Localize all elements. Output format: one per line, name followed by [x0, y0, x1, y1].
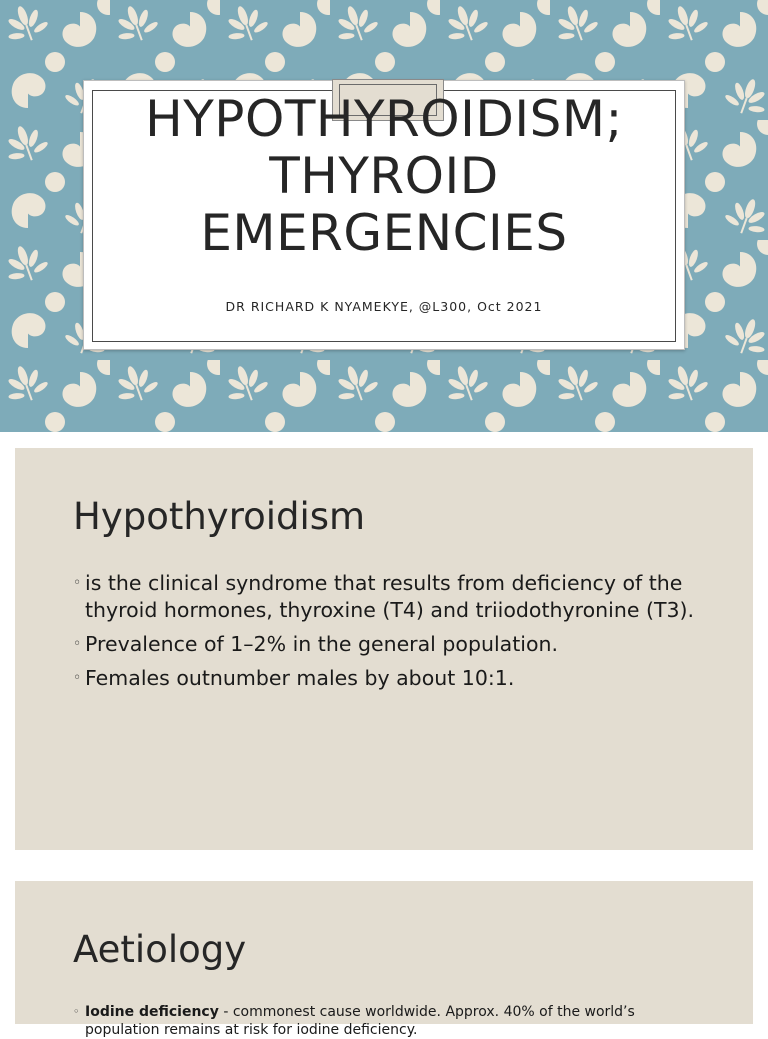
title-line-3: EMERGENCIES: [200, 204, 568, 262]
bullet-bold-term: Iodine deficiency: [85, 1004, 219, 1020]
title-slide: [0, 0, 768, 432]
title-card: [83, 80, 685, 350]
list-item: [73, 1003, 713, 1039]
bullet-icon: ◦: [73, 1005, 80, 1018]
bullet-text: Prevalence of 1–2% in the general population.: [85, 632, 558, 656]
bullet-icon: ◦: [73, 670, 82, 686]
slide-title: [84, 91, 684, 262]
bullet-icon: ◦: [73, 636, 82, 652]
slide-subtitle: DR RICHARD K NYAMEKYE, @L300, Oct 2021: [225, 299, 543, 314]
bullet-text: is the clinical syndrome that results from deficiency of the thyroid hormones, thyroxine (T4) and triiodothyronine (T3).: [85, 571, 695, 622]
slide-heading: Hypothyroidism: [73, 495, 366, 538]
title-line-2: THYROID: [269, 147, 499, 205]
bullet-text: - commonest cause worldwide. Approx. 40% of the world’s population remains at risk for iodine deficiency.: [85, 1004, 635, 1038]
list-item: [73, 631, 713, 658]
bullet-list: [73, 1003, 713, 1039]
list-item: [73, 665, 713, 692]
title-line-1: HYPOTHYROIDISM;: [145, 90, 623, 148]
slide-heading: Aetiology: [73, 928, 247, 971]
bullet-list: [73, 570, 713, 699]
bullet-icon: ◦: [73, 575, 82, 591]
bullet-text: Females outnumber males by about 10:1.: [85, 666, 515, 690]
aetiology-slide: [15, 881, 753, 1038]
hypothyroidism-slide: [15, 448, 753, 850]
list-item: [73, 570, 713, 624]
